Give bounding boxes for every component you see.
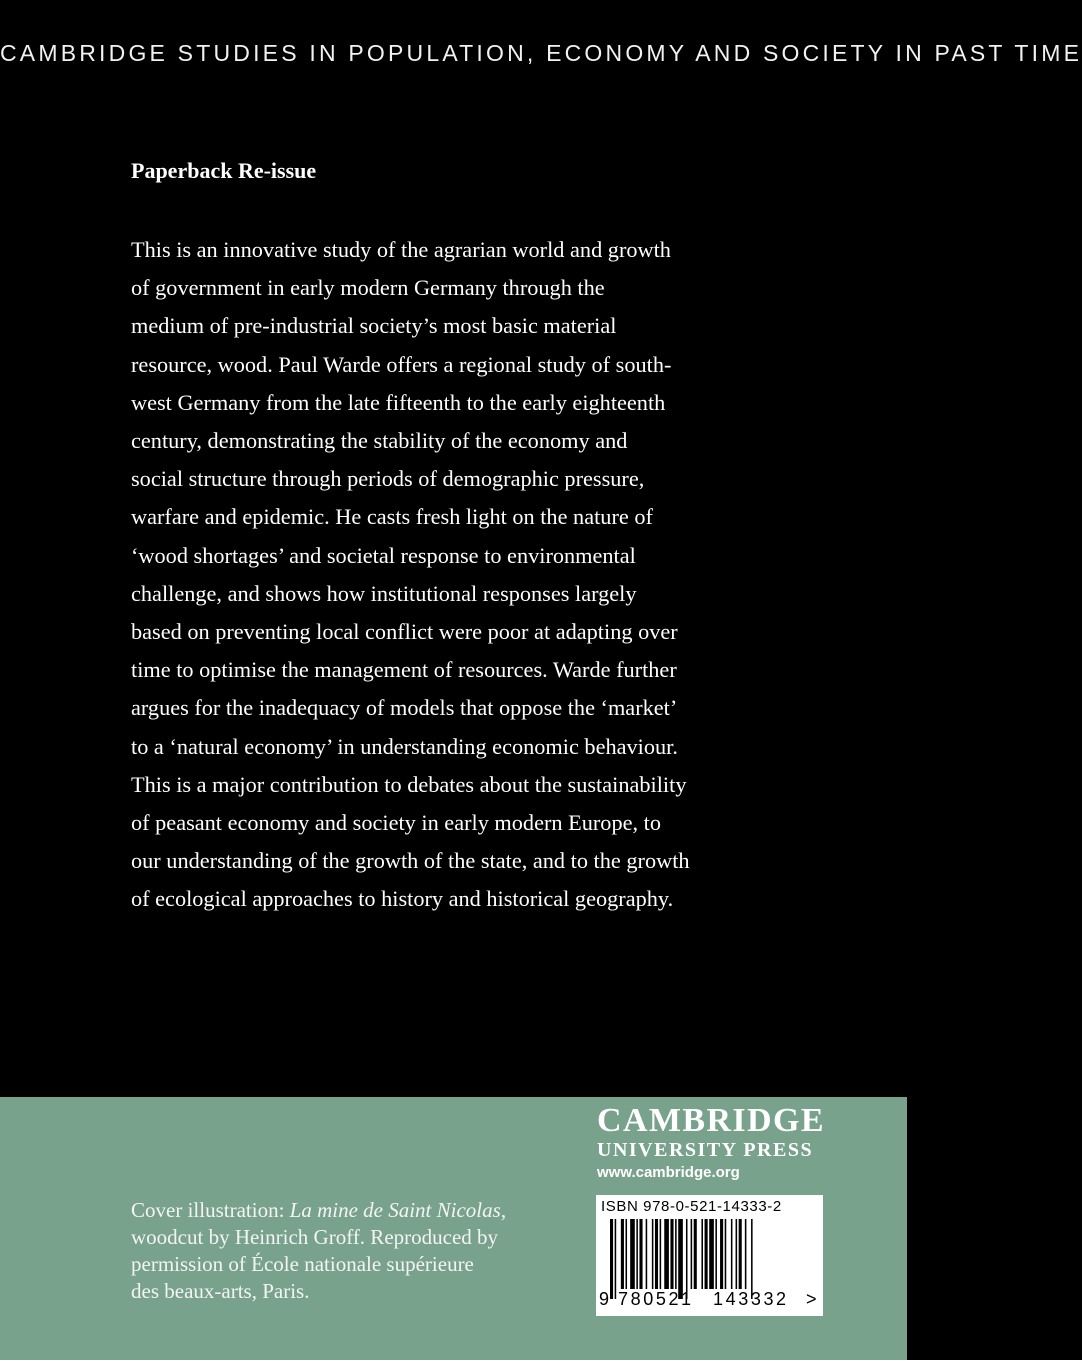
barcode-bar	[615, 1219, 617, 1299]
blurb-line: ‘wood shortages’ and societal response to environmental	[131, 542, 636, 568]
blurb-line: time to optimise the management of resources. Warde further	[131, 657, 677, 683]
barcode-bar	[678, 1219, 683, 1299]
barcode-bar	[610, 1219, 613, 1299]
blurb-line: This is a major contribution to debates about the sustainability	[131, 771, 687, 797]
blurb-line: century, demonstrating the stability of the economy and	[131, 428, 628, 454]
cover-credit-prefix: Cover illustration:	[131, 1198, 290, 1222]
blurb-line: medium of pre-industrial society’s most basic material	[131, 313, 617, 339]
barcode-bar	[660, 1219, 662, 1289]
blurb-line: to a ‘natural economy’ in understanding economic behaviour.	[131, 733, 678, 759]
barcode-bar	[630, 1219, 635, 1289]
barcode-bar	[626, 1219, 628, 1289]
barcode-end-mark: >	[806, 1289, 817, 1309]
barcode-bar	[701, 1219, 703, 1289]
cover-credit-line: des beaux-arts, Paris.	[131, 1279, 310, 1303]
barcode-bar	[739, 1219, 742, 1289]
cover-credit-line: permission of École nationale supérieure	[131, 1252, 474, 1276]
cover-credit-suffix: ,	[500, 1198, 507, 1222]
blurb-line: argues for the inadequacy of models that oppose the ‘market’	[131, 695, 678, 721]
blurb-line: of ecological approaches to history and historical geography.	[131, 886, 674, 912]
blurb-line: This is an innovative study of the agrarian world and growth	[131, 237, 671, 262]
blurb-line: our understanding of the growth of the state, and to the growth	[131, 848, 690, 874]
barcode-bar	[731, 1219, 733, 1289]
barcode-bar	[705, 1219, 708, 1289]
barcode-bar	[751, 1219, 753, 1299]
publisher-url: www.cambridge.org	[597, 1164, 740, 1181]
publisher-name: CAMBRIDGE	[597, 1102, 825, 1139]
barcode-bar	[725, 1219, 727, 1289]
barcode-bar	[675, 1219, 677, 1289]
barcode-bar	[720, 1219, 723, 1289]
publisher-subtitle: UNIVERSITY PRESS	[597, 1139, 814, 1161]
cover-artwork-title: La mine de Saint Nicolas	[289, 1198, 501, 1222]
blurb-line: based on preventing local conflict were poor at adapting over	[131, 619, 678, 645]
isbn-label: ISBN 978-0-521-14333-2	[601, 1198, 782, 1215]
publisher-logo	[597, 1103, 825, 1185]
barcode-bar	[652, 1219, 654, 1289]
blurb-line: warfare and epidemic. He casts fresh light on the nature of	[131, 504, 653, 530]
barcode-bar	[745, 1219, 747, 1289]
cover-credit-first-line	[131, 1197, 581, 1224]
cover-credit-line: woodcut by Heinrich Groff. Reproduced by	[131, 1225, 499, 1249]
barcode-digits	[596, 1289, 823, 1313]
barcode-bar	[639, 1219, 642, 1289]
blurb-line: west Germany from the late fifteenth to the early eighteenth	[131, 389, 666, 415]
cover-credit	[131, 1197, 581, 1305]
barcode-bar	[709, 1219, 714, 1289]
isbn-barcode	[596, 1195, 823, 1316]
barcode-bar	[670, 1219, 673, 1289]
blurb-line: resource, wood. Paul Warde offers a regional study of south-	[131, 351, 672, 377]
barcode-bar	[664, 1219, 669, 1289]
barcode-bar	[621, 1219, 624, 1289]
barcode-bar	[636, 1219, 638, 1289]
barcode-bar	[691, 1219, 693, 1289]
edition-label: Paperback Re-issue	[131, 158, 317, 183]
blurb-line: of peasant economy and society in early modern Europe, to	[131, 810, 661, 836]
blurb-line: of government in early modern Germany through the	[131, 275, 605, 301]
barcode-bar	[655, 1219, 658, 1289]
blurb-text	[131, 231, 791, 919]
barcode-bar	[694, 1219, 697, 1289]
barcode-bar	[646, 1219, 648, 1289]
series-title: CAMBRIDGE STUDIES IN POPULATION, ECONOMY AND SOCIETY IN PAST TIME	[0, 40, 1082, 66]
barcode-bar	[736, 1219, 738, 1289]
blurb-line: social structure through periods of demographic pressure,	[131, 466, 645, 492]
barcode-left-digits: 780521	[618, 1289, 694, 1309]
barcode-bar	[686, 1219, 688, 1299]
barcode-bar	[715, 1219, 717, 1289]
barcode-lead-digit: 9	[599, 1289, 610, 1309]
barcode-right-digits: 143332	[713, 1289, 789, 1309]
blurb-line: challenge, and shows how institutional responses largely	[131, 580, 637, 606]
